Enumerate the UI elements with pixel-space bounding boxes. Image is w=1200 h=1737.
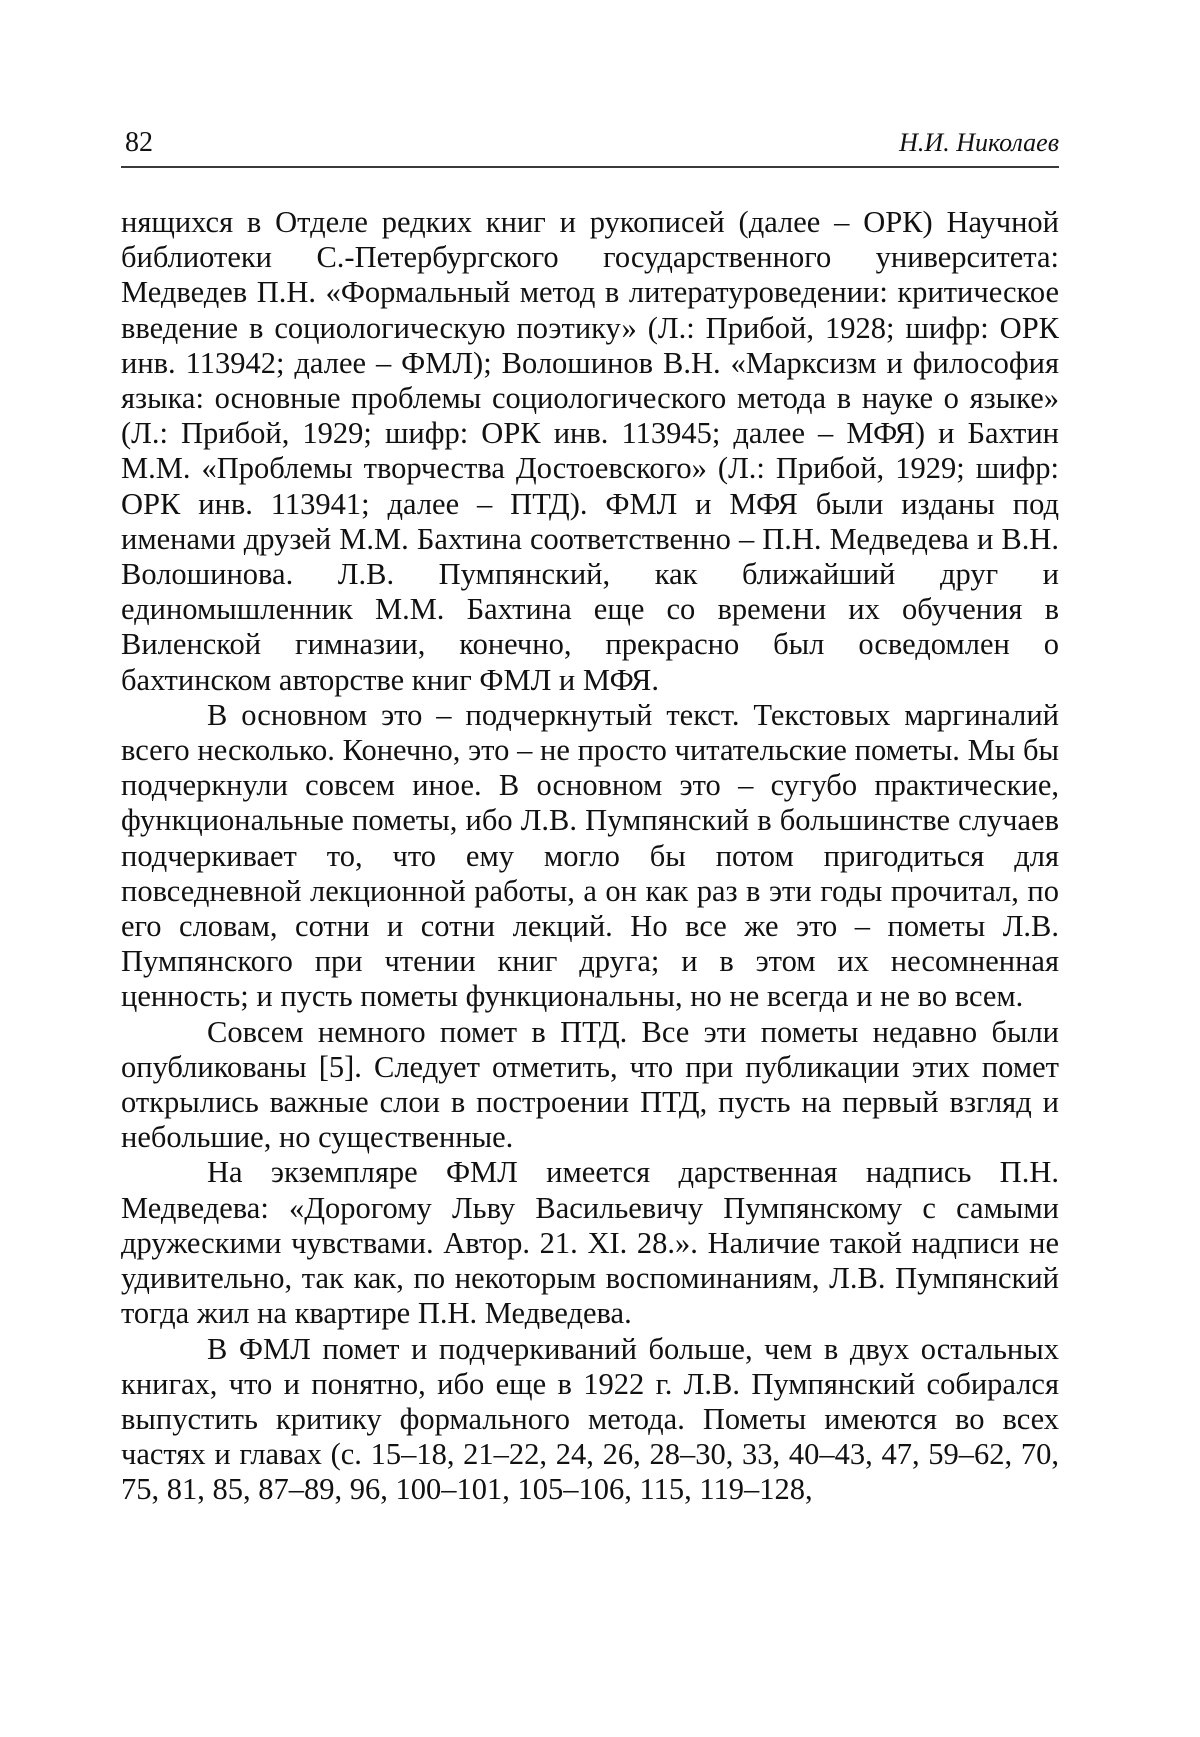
paragraph: Совсем немного помет в ПТД. Все эти пометы недавно были опубликованы [5]. Следует отметить, что при публикации этих помет открылись важные слои в построении ПТД, пусть на первый взгляд и небольшие, но существенные. (121, 1014, 1059, 1155)
paragraph: В основном это – подчеркнутый текст. Текстовых маргиналий всего несколько. Конечно, это – не просто читательские пометы. Мы бы подчеркнули совсем иное. В основном это – сугубо практические, функциональные пометы, ибо Л.В. Пумпянский в большинстве случаев подчеркивает то, что ему могло бы потом пригодиться для повседневной лекционной работы, а он как раз в эти годы прочитал, по его словам, сотни и сотни лекций. Но все же это – пометы Л.В. Пумпянского при чтении книг друга; и в этом их несомненная ценность; и пусть пометы функциональны, но не всегда и не во всем. (121, 697, 1059, 1014)
paragraph: нящихся в Отделе редких книг и рукописей (далее – ОРК) Научной библиотеки С.-Петербургского государственного университета: Медведев П.Н. «Формальный метод в литературоведении: критическое введение в социологическую поэтику» (Л.: Прибой, 1928; шифр: ОРК инв. 113942; далее – ФМЛ); Волошинов В.Н. «Марксизм и философия языка: основные проблемы социологического метода в науке о языке» (Л.: Прибой, 1929; шифр: ОРК инв. 113945; далее – МФЯ) и Бахтин М.М. «Проблемы творчества Достоевского» (Л.: Прибой, 1929; шифр: ОРК инв. 113941; далее – ПТД). ФМЛ и МФЯ были изданы под именами друзей М.М. Бахтина соответственно – П.Н. Медведева и В.Н. Волошинова. Л.В. Пумпянский, как ближайший друг и единомышленник М.М. Бахтина еще со времени их обучения в Виленской гимназии, конечно, прекрасно был осведомлен о бахтинском авторстве книг ФМЛ и МФЯ. (121, 205, 1059, 697)
paragraph: На экземпляре ФМЛ имеется дарственная надпись П.Н. Медведева: «Дорогому Льву Васильевичу Пумпянскому с самыми дружескими чувствами. Автор. 21. XI. 28.». Наличие такой надписи не удивительно, так как, по некоторым воспоминаниям, Л.В. Пумпянский тогда жил на квартире П.Н. Медведева. (121, 1155, 1059, 1331)
page-number: 82 (125, 127, 153, 158)
page-header (121, 126, 1059, 168)
body-text (121, 205, 1059, 1508)
running-head-author: Н.И. Николаев (899, 128, 1059, 157)
paragraph: В ФМЛ помет и подчеркиваний больше, чем в двух остальных книгах, что и понятно, ибо еще в 1922 г. Л.В. Пумпянский собирался выпустить критику формального метода. Пометы имеются во всех частях и главах (с. 15–18, 21–22, 24, 26, 28–30, 33, 40–43, 47, 59–62, 70, 75, 81, 85, 87–89, 96, 100–101, 105–106, 115, 119–128, (121, 1331, 1059, 1507)
